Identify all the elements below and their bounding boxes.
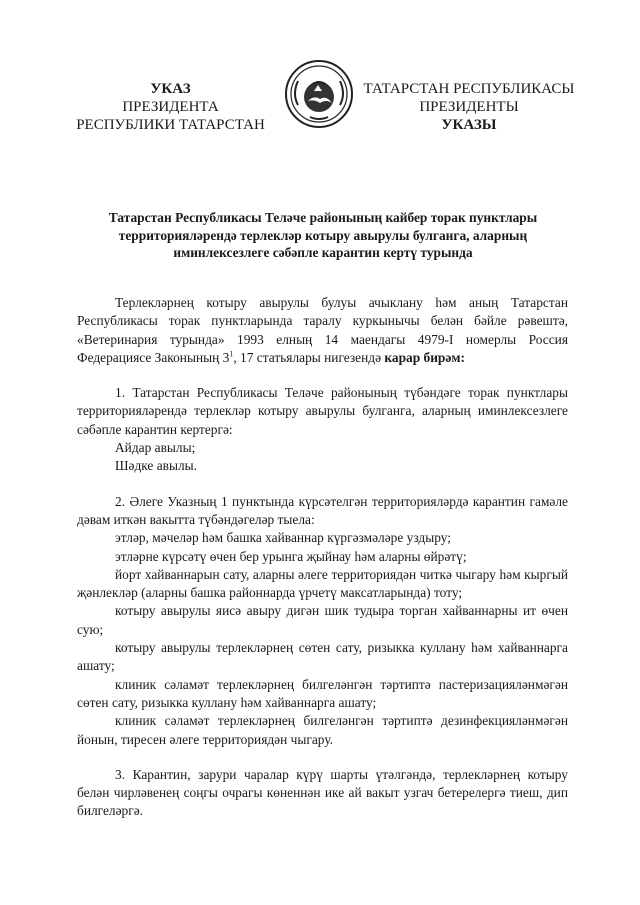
section-2-paragraph: 2. Әлеге Указның 1 пунктында күрсәтелгән территорияләрдә карантин гамәле дәвам иткән вакытта түбәндәгеләр тыела: [77, 493, 568, 527]
section-2-item-3: йорт хайваннарын сату, аларны әлеге территориядән читкә чыгару һәм кыргый җәнлекләр (аларны башка районнарда үрчетү максатларында) тоту; [77, 566, 568, 601]
section-2-item-7: клиник сәламәт терлекләрнең билгеләнгән тәртиптә дезинфекцияләнмәгән йонын, тиресен әлеге территориядән чыгару. [77, 713, 568, 747]
section-2-item-2: этләрне күрсәтү өчен бер урынга җыйнау һәм аларны өйрәтү; [115, 548, 467, 564]
section-2-item-5: котыру авырулы терлекләрнең сөтен сату, ризыкка куллану һәм хайваннарга ашату; [77, 640, 568, 674]
header-right-line-3: УКАЗЫ [441, 117, 497, 133]
header-left-block [68, 80, 273, 134]
header-right-block [360, 80, 578, 134]
section-1-village-2: Шәдке авылы. [115, 458, 198, 474]
section-2-item-4: котыру авырулы яисә авыру дигән шик тудыра торган хайваннарны ит өчен сую; [77, 603, 568, 637]
document-title: Татарстан Республикасы Теләче районының кайбер торак пунктлары территорияләрендә терлекләр котыру авырулы булганга, аларның иминлексезлегe сәбәпле карантин кертү турында [108, 210, 538, 260]
section-2-item-6: клиник сәламәт терлекләрнең билгеләнгән тәртиптә пастеризацияләнмәгән сөтен сату, ризыкка куллану һәм хайваннарга ашату; [77, 676, 568, 710]
header-right-line-1: ТАТАРСТАН РЕСПУБЛИКАСЫ [363, 81, 575, 97]
section-3-paragraph: 3. Карантин, зарури чаралар күрү шарты үтәлгәндә, терлекләрнең котыру белән чирләвенең соңгы очрагы көненнән ике ай вакыт узгач бетерелергә тиеш, дип билгеләргә. [77, 766, 568, 819]
coat-of-arms-emblem-icon [284, 59, 354, 129]
preamble-paragraph [77, 294, 568, 367]
section-1-village-1: Айдар авылы; [115, 440, 196, 456]
section-1-paragraph: 1. Татарстан Республикасы Теләче районының түбәндәге торак пунктлары территорияләрендә терлекләр котыру авырулы булганга, аларның иминлексезлеге сәбәпле карантин кертергә: [77, 385, 568, 437]
document-body [77, 294, 568, 821]
preamble-after: , 17 статьялары нигезендә [233, 349, 385, 365]
preamble-superscript: 1 [229, 349, 234, 359]
preamble-decision: карар бирәм: [384, 349, 465, 365]
header-left-line-1: УКАЗ [150, 81, 191, 97]
preamble-text: Терлекләрнең котыру авырулы булуы ачыклану һәм аның Татарстан Республикасы торак пунктларында таралу куркынычы белән бәйле рәвештә, «Ветеринария турында» 1993 елның 14 маендагы 4979-I номерлы Россия Федерациясе Законының 3 [77, 295, 568, 365]
header-left-line-2: ПРЕЗИДЕНТА [122, 99, 219, 115]
header-left-line-3: РЕСПУБЛИКИ ТАТАРСТАН [76, 117, 265, 133]
section-2-item-1: этләр, мәчеләр һәм башка хайваннар күргәзмәләре уздыру; [115, 530, 451, 546]
header-right-line-2: ПРЕЗИДЕНТЫ [419, 99, 519, 115]
